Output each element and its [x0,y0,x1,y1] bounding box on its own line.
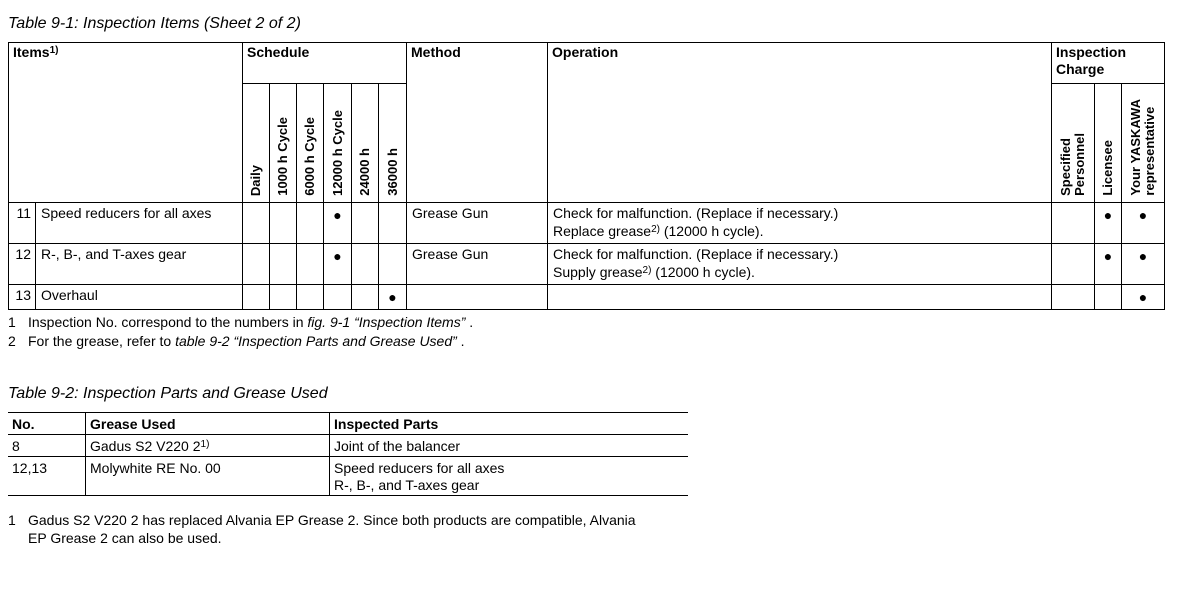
schedule-col-daily: Daily [243,84,270,203]
table1-footnote-2: 2 For the grease, refer to table 9-2 “Inspection Parts and Grease Used” . [8,333,465,349]
table-row [8,457,688,496]
schedule-cell [270,285,297,310]
items-header: Items$^{1)}$ [9,43,243,203]
row-grease: Molywhite RE No. 00 [86,457,330,496]
schedule-cell [352,285,379,310]
table2-caption-title: : Inspection Parts and Grease Used [74,385,328,402]
row-operation: Check for malfunction. (Replace if necessary.) Replace grease$^{2)}$ (12000 h cycle). [548,203,1052,244]
row-number: 12,13 [8,457,86,496]
schedule-cell [270,203,297,244]
table2-footnote-1-cont: EP Grease 2 can also be used. [28,530,222,546]
row-number: 13 [9,285,36,310]
charge-cell: ● [1122,285,1165,310]
row-method [407,285,548,310]
row-number: 8 [8,435,86,457]
row-number: 12 [9,244,36,285]
schedule-cell [352,244,379,285]
schedule-cell [379,203,407,244]
table1-footnote-1: 1 Inspection No. correspond to the numbers in fig. 9-1 “Inspection Items” . [8,314,474,330]
table2-footnote-1: 1 Gadus S2 V220 2 has replaced Alvania EP Grease 2. Since both products are compatible, Alvania [8,512,636,528]
parts-header: Inspected Parts [330,413,689,435]
charge-cell [1052,203,1095,244]
schedule-cell [324,285,352,310]
grease-header: Grease Used [86,413,330,435]
schedule-cell [243,285,270,310]
method-header: Method [407,43,548,203]
schedule-cell: ● [379,285,407,310]
charge-col-licensee: Licensee [1095,84,1122,203]
row-method: Grease Gun [407,203,548,244]
table2-caption-label: Table 9-2 [8,385,75,402]
row-operation: Check for malfunction. (Replace if necessary.) Supply grease$^{2)}$ (12000 h cycle). [548,244,1052,285]
schedule-cell: ● [324,244,352,285]
schedule-cell [270,244,297,285]
row-method: Grease Gun [407,244,548,285]
schedule-col-24000h: 24000 h [352,84,379,203]
schedule-cell [297,285,324,310]
inspection-items-table [8,42,1165,310]
schedule-col-36000h: 36000 h [379,84,407,203]
schedule-col-1000h: 1000 h Cycle [270,84,297,203]
footnote-ref-link[interactable]: fig. 9-1 [307,314,351,330]
schedule-cell [297,244,324,285]
table-row [9,285,1165,310]
row-grease: Gadus S2 V220 2$^{1)}$ [86,435,330,457]
charge-cell [1095,285,1122,310]
schedule-cell [379,244,407,285]
schedule-header: Schedule [243,43,407,84]
row-item: Overhaul [36,285,243,310]
table1-caption-title: : Inspection Items (Sheet 2 of 2) [74,15,301,32]
table-row [9,244,1165,285]
schedule-cell: ● [324,203,352,244]
inspection-charge-header: Inspection Charge [1052,43,1165,84]
charge-cell: ● [1095,244,1122,285]
table-row [8,435,688,457]
table1-caption [8,15,301,33]
footnote-ref-link[interactable]: table 9-2 [175,333,230,349]
row-number: 11 [9,203,36,244]
grease-table [8,412,688,496]
charge-cell: ● [1095,203,1122,244]
charge-cell [1052,244,1095,285]
row-item: Speed reducers for all axes [36,203,243,244]
charge-cell: ● [1122,244,1165,285]
operation-header: Operation [548,43,1052,203]
charge-col-specified-personnel: Specified Personnel [1052,84,1095,203]
schedule-cell [297,203,324,244]
schedule-col-6000h: 6000 h Cycle [297,84,324,203]
row-parts: Speed reducers for all axes R-, B-, and T-axes gear [330,457,689,496]
schedule-cell [352,203,379,244]
table2-caption [8,385,328,403]
schedule-col-12000h: 12000 h Cycle [324,84,352,203]
schedule-cell [243,203,270,244]
charge-col-yaskawa: Your YASKAWA representative [1122,84,1165,203]
charge-cell: ● [1122,203,1165,244]
row-parts: Joint of the balancer [330,435,689,457]
charge-cell [1052,285,1095,310]
row-operation [548,285,1052,310]
table-row [9,203,1165,244]
row-item: R-, B-, and T-axes gear [36,244,243,285]
schedule-cell [243,244,270,285]
table1-caption-label: Table 9-1 [8,15,75,32]
no-header: No. [8,413,86,435]
